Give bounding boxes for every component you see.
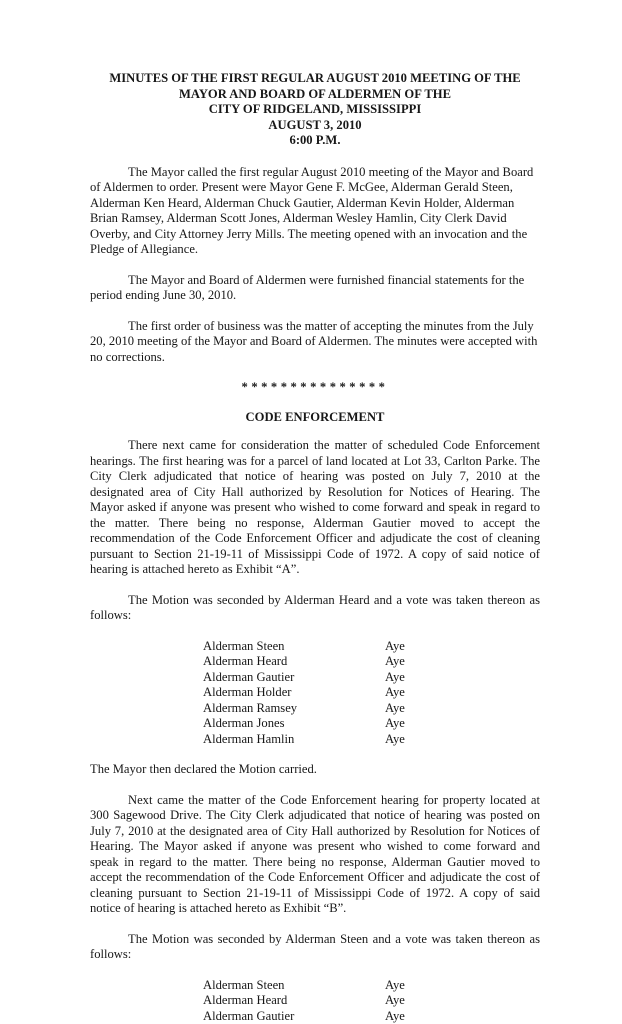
vote-value: Aye [385,654,405,668]
vote-table-hearing1 [203,639,540,748]
alderman-name: Alderman Gautier [203,669,295,684]
vote-value: Aye [385,731,405,746]
vote-row [203,701,540,717]
vote-row [203,685,540,701]
vote-value: Aye [385,700,405,715]
vote-row [203,716,540,732]
alderman-name: Alderman Heard [203,993,288,1007]
vote-value: Aye [385,669,405,684]
vote-value: Aye [385,993,405,1007]
title-line: MAYOR AND BOARD OF ALDERMEN OF THE [179,86,451,101]
vote-value: Aye [385,716,405,730]
alderman-name: Alderman Heard [203,654,288,668]
vote-row [203,654,540,670]
document-title [90,71,540,149]
vote-value: Aye [385,685,405,699]
alderman-name: Alderman Holder [203,685,292,699]
alderman-name: Alderman Ramsey [203,700,298,715]
title-line: CITY OF RIDGELAND, MISSISSIPPI [208,102,422,116]
vote-row [203,732,540,748]
vote-value: Aye [385,977,405,992]
vote-row [203,978,540,994]
section-heading-code-enforcement: CODE ENFORCEMENT [245,409,385,424]
paragraph-hearing2: Next came the matter of the Code Enforcement hearing for property located at 300 Sagewood Drive. The City Clerk adjudicated that notice of hearing was posted on July 7, 2010 at the designated area of City Hall authorized by Resolution for Notices of Hearing. The Mayor asked if anyone was present who wished to come forward and speak in regard to the matter. There being no response, Alderman Gautier moved to accept the recommendation of the Code Enforcement Officer and adjudicate the cost of cleaning pursuant to Section 21-19-11 of Mississippi Code of 1972. A copy of said notice of hearing is attached hereto as Exhibit “B”. [90,792,540,915]
title-line: 6:00 P.M. [289,133,341,147]
vote-value: Aye [385,1008,405,1023]
paragraph-financial-statements: The Mayor and Board of Aldermen were furnished financial statements for the period ending June 30, 2010. [90,272,525,302]
paragraph-hearing1: There next came for consideration the matter of scheduled Code Enforcement hearings. The first hearing was for a parcel of land located at Lot 33, Carlton Parke. The City Clerk adjudicated that notice of hearing was posted on July 7, 2010 at the designated area of City Hall authorized by Resolution for Notices of Hearing. The Mayor asked if anyone was present who wished to come forward and speak in regard to the matter. There being no response, Alderman Gautier moved to accept the recommendation of the Code Enforcement Officer and adjudicate the cost of cleaning pursuant to Section 21-19-11 of Mississippi Code of 1972. A copy of said notice of hearing is attached hereto as Exhibit “A”. [90,438,540,576]
title-line: MINUTES OF THE FIRST REGULAR AUGUST 2010 MEETING OF THE [109,71,521,85]
vote-row [203,639,540,655]
vote-row [203,993,540,1009]
paragraph-minutes-acceptance: The first order of business was the matter of accepting the minutes from the July 20, 2010 meeting of the Mayor and Board of Aldermen. The minutes were accepted with no corrections. [90,318,538,364]
alderman-name: Alderman Jones [203,716,285,730]
alderman-name: Alderman Steen [203,977,285,992]
vote-row [203,1009,540,1024]
section-separator: *************** [241,380,389,394]
paragraph-call-to-order: The Mayor called the first regular August 2010 meeting of the Mayor and Board of Aldermen to order. Present were Mayor Gene F. McGee, Alderman Gerald Steen, Alderman Ken Heard, Alderman Chuck Gautier, Alderman Kevin Holder, Alderman Brian Ramsey, Alderman Scott Jones, Alderman Wesley Hamlin, City Clerk David Overby, and City Attorney Jerry Mills. The meeting opened with an invocation and the Pledge of Allegiance. [90,164,534,256]
vote-row [203,670,540,686]
paragraph-hearing2-motion: The Motion was seconded by Alderman Steen and a vote was taken thereon as follows: [90,931,540,961]
title-line: AUGUST 3, 2010 [268,117,362,132]
vote-value: Aye [385,638,405,653]
motion-carried-statement: The Mayor then declared the Motion carried. [90,762,317,776]
alderman-name: Alderman Steen [203,638,285,653]
alderman-name: Alderman Hamlin [203,731,295,746]
vote-table-hearing2 [203,978,540,1024]
alderman-name: Alderman Gautier [203,1008,295,1023]
paragraph-hearing1-motion: The Motion was seconded by Alderman Heard and a vote was taken thereon as follows: [90,592,540,622]
